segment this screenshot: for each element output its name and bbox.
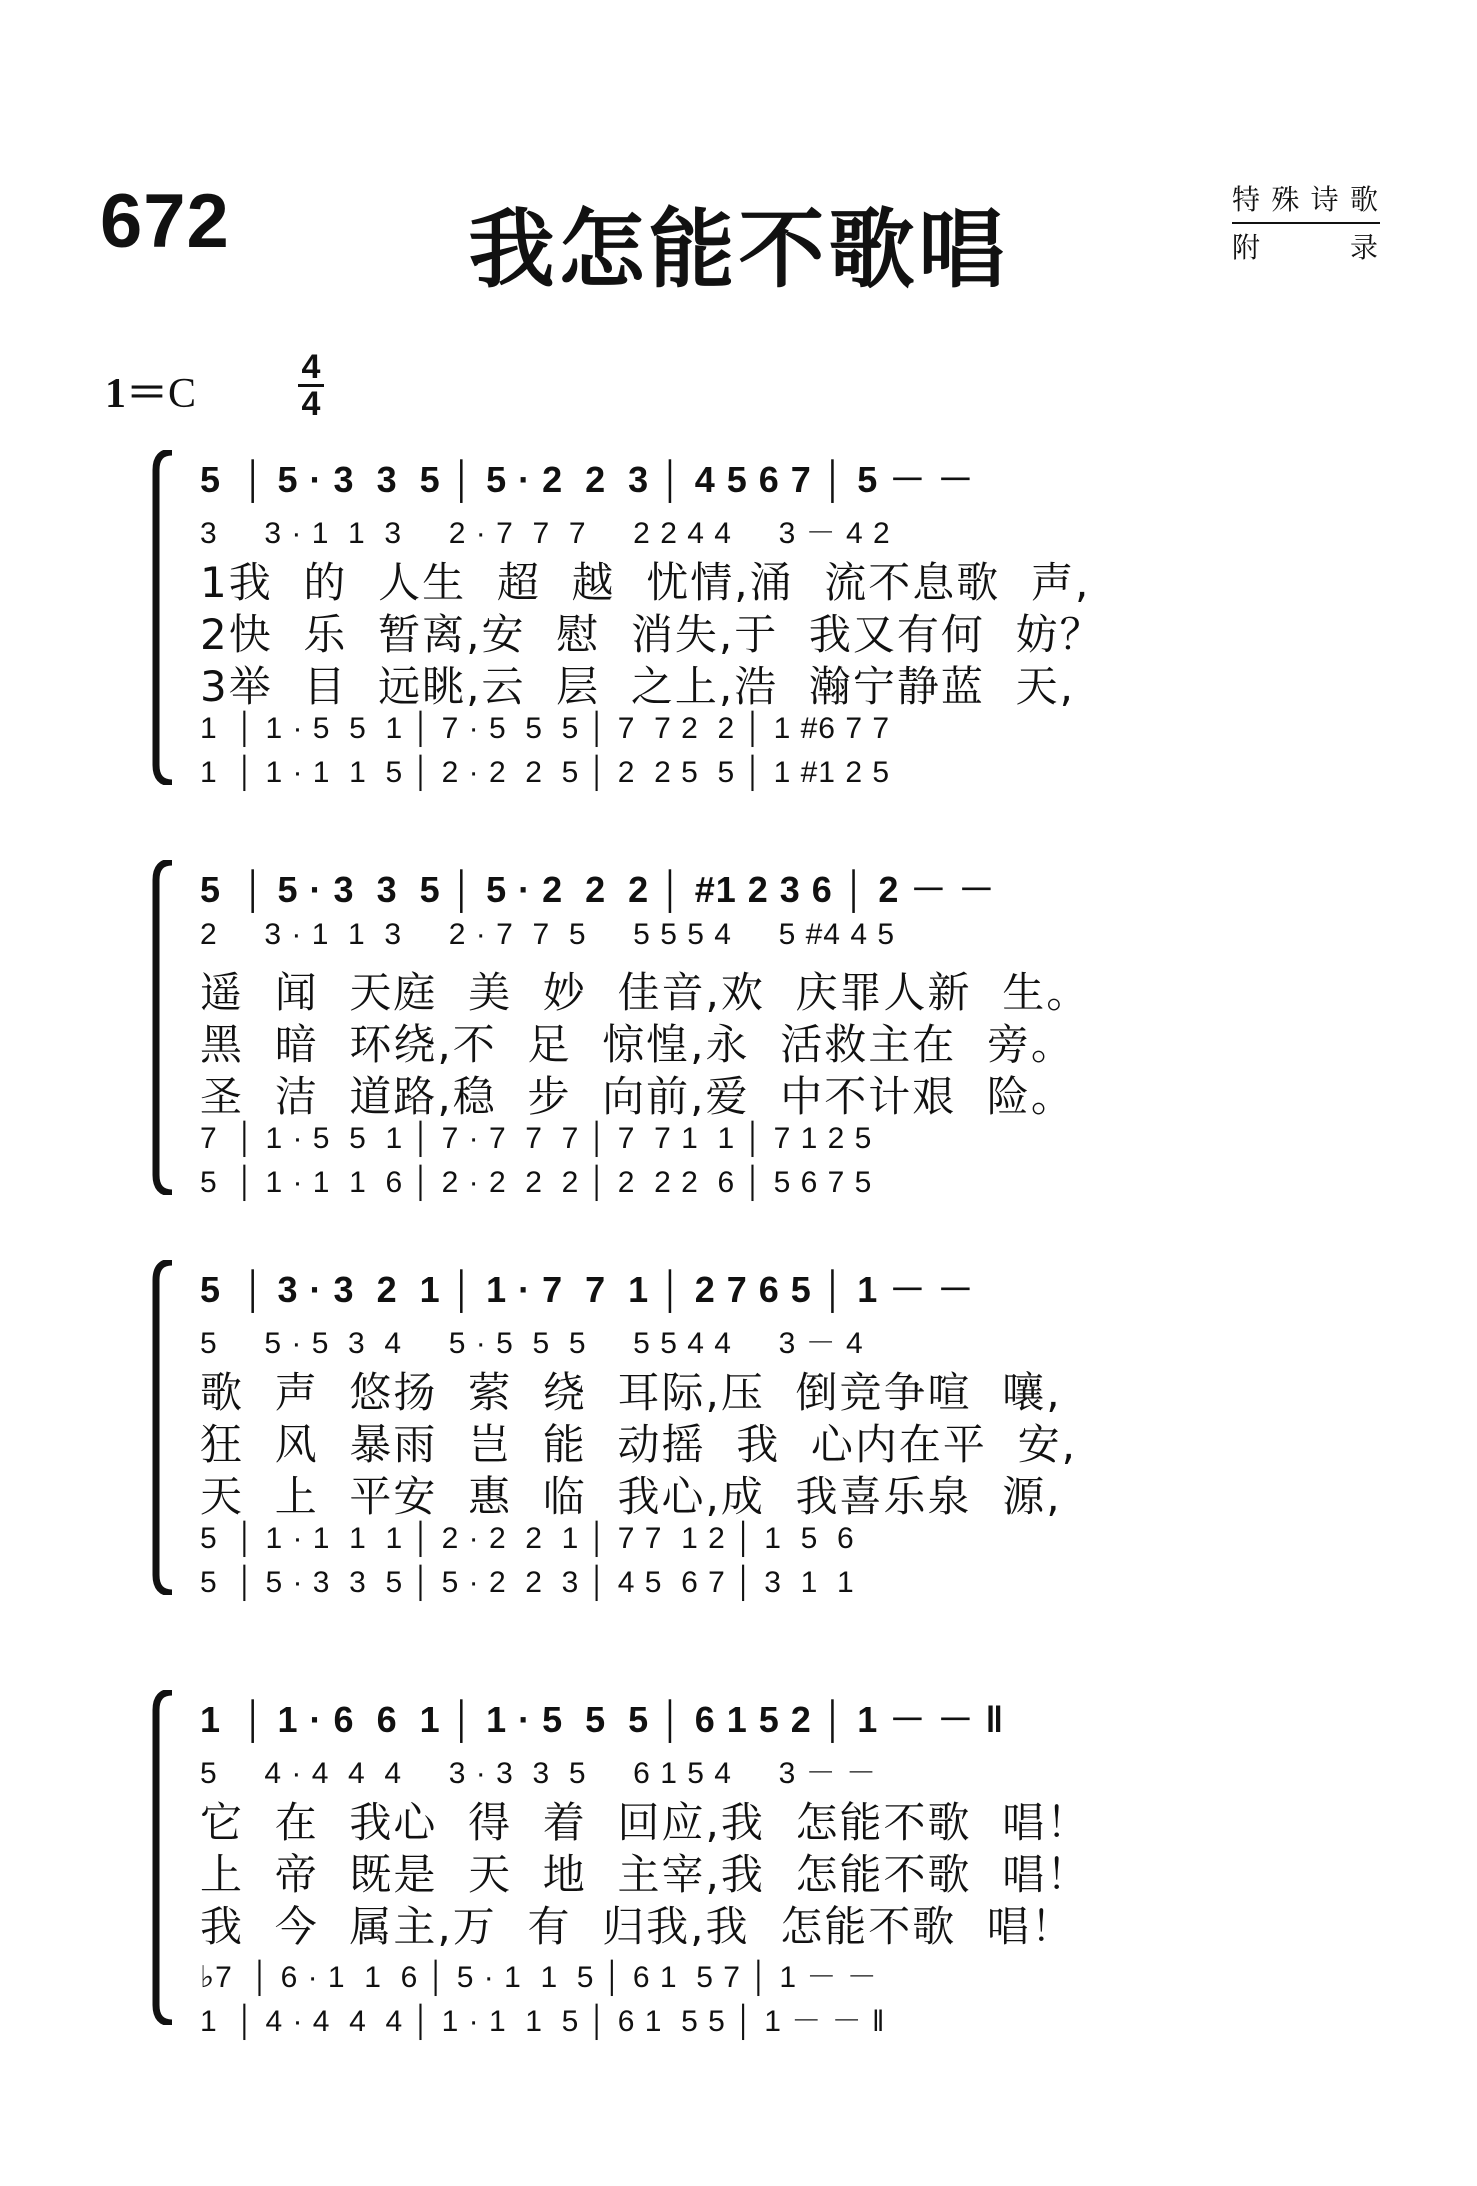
system-brace — [150, 1690, 176, 2025]
alto-line: 5 5 · 5 3 4 5 · 5 5 5 5 5 4 4 3 － 4 — [200, 1327, 864, 1360]
alto-line: 2 3 · 1 1 3 2 · 7 7 5 5 5 5 4 5 #4 4 5 — [200, 918, 896, 951]
lyric-verse-3: 我 今 属主,万 有 归我,我 怎能不歌 唱！ — [200, 1902, 1075, 1951]
lyric-verse-3: 天 上 平安 惠 临 我心,成 我喜乐泉 源, — [200, 1472, 1062, 1521]
lyric-verse-1: 它 在 我心 得 着 回应,我 怎能不歌 唱！ — [200, 1798, 1091, 1847]
lyric-verse-3: 圣 洁 道路,稳 步 向前,爱 中不计艰 险。 — [200, 1072, 1075, 1121]
tenor-line: 7 │ 1 · 5 5 1 │ 7 · 7 7 7 │ 7 7 1 1 │ 7 1 2 5 — [200, 1122, 873, 1155]
tenor-line: 5 │ 1 · 1 1 1 │ 2 · 2 2 1 │ 7 7 1 2 │ 1 5 6 — [200, 1522, 855, 1555]
key-signature — [105, 360, 196, 420]
lyric-verse-1: 1我 的 人生 超 越 忧情,涌 流不息歌 声, — [200, 558, 1091, 607]
lyric-verse-2: 黑 暗 环绕,不 足 惊惶,永 活救主在 旁。 — [200, 1020, 1075, 1069]
key-prefix: 1＝ — [105, 371, 169, 417]
bass-line: 1 │ 4 · 4 4 4 │ 1 · 1 1 5 │ 6 1 5 5 │ 1 － － ‖ — [200, 2005, 886, 2038]
song-title: 我怎能不歌唱 — [468, 200, 1009, 300]
lyric-verse-2: 狂 风 暴雨 岂 能 动摇 我 心内在平 安, — [200, 1420, 1077, 1469]
bass-line: 5 │ 5 · 3 3 5 │ 5 · 2 2 3 │ 4 5 6 7 │ 3 1 1 — [200, 1566, 855, 1599]
tenor-line: 1 │ 1 · 5 5 1 │ 7 · 5 5 5 │ 7 7 2 2 │ 1 #6 7 7 — [200, 712, 891, 745]
bass-line: 5 │ 1 · 1 1 6 │ 2 · 2 2 2 │ 2 2 2 6 │ 5 6 7 5 — [200, 1166, 873, 1199]
hymn-number: 672 — [100, 179, 230, 264]
system-brace — [150, 1260, 176, 1595]
lyric-verse-2: 2快 乐 暂离,安 慰 消失,于 我又有何 妨？ — [200, 610, 1104, 659]
lyric-verse-1: 遥 闻 天庭 美 妙 佳音,欢 庆罪人新 生。 — [200, 968, 1091, 1017]
tenor-line: ♭7 │ 6 · 1 1 6 │ 5 · 1 1 5 │ 6 1 5 7 │ 1 － － — [200, 1961, 878, 1994]
alto-line: 3 3 · 1 1 3 2 · 7 7 7 2 2 4 4 3 － 4 2 — [200, 517, 891, 550]
category-label: 特殊诗歌 — [1232, 183, 1380, 216]
lyric-verse-1: 歌 声 悠扬 萦 绕 耳际,压 倒竞争喧 嚷, — [200, 1368, 1062, 1417]
score-system-4 — [0, 1680, 1477, 2040]
system-brace — [150, 860, 176, 1195]
lyric-verse-3: 3举 目 远眺,云 层 之上,浩 瀚宁静蓝 天, — [200, 662, 1075, 711]
melody-line: 5 │ 3 · 3 2 1 │ 1 · 7 7 1 │ 2 7 6 5 │ 1 － － — [200, 1269, 975, 1310]
key-name: C — [168, 371, 197, 417]
score-system-3 — [0, 1250, 1477, 1610]
melody-line: 1 │ 1 · 6 6 1 │ 1 · 5 5 5 │ 6 1 5 2 │ 1 － － ‖ — [200, 1699, 1005, 1740]
section-label: 附 录 — [1232, 231, 1380, 264]
time-numerator: 4 — [301, 348, 321, 386]
score-system-2 — [0, 850, 1477, 1210]
melody-line: 5 │ 5 · 3 3 5 │ 5 · 2 2 2 │ #1 2 3 6 │ 2 － － — [200, 869, 996, 910]
bass-line: 1 │ 1 · 1 1 5 │ 2 · 2 2 5 │ 2 2 5 5 │ 1 #1 2 5 — [200, 756, 891, 789]
time-denominator: 4 — [301, 385, 321, 423]
lyric-verse-2: 上 帝 既是 天 地 主宰,我 怎能不歌 唱！ — [200, 1850, 1091, 1899]
system-brace — [150, 450, 176, 785]
alto-line: 5 4 · 4 4 4 3 · 3 3 5 6 1 5 4 3 － － — [200, 1757, 877, 1790]
category-box — [1232, 180, 1380, 268]
melody-line: 5 │ 5 · 3 3 5 │ 5 · 2 2 3 │ 4 5 6 7 │ 5 － － — [200, 459, 975, 500]
score-system-1 — [0, 440, 1477, 800]
time-signature — [296, 350, 326, 421]
category-rule — [1232, 222, 1380, 224]
